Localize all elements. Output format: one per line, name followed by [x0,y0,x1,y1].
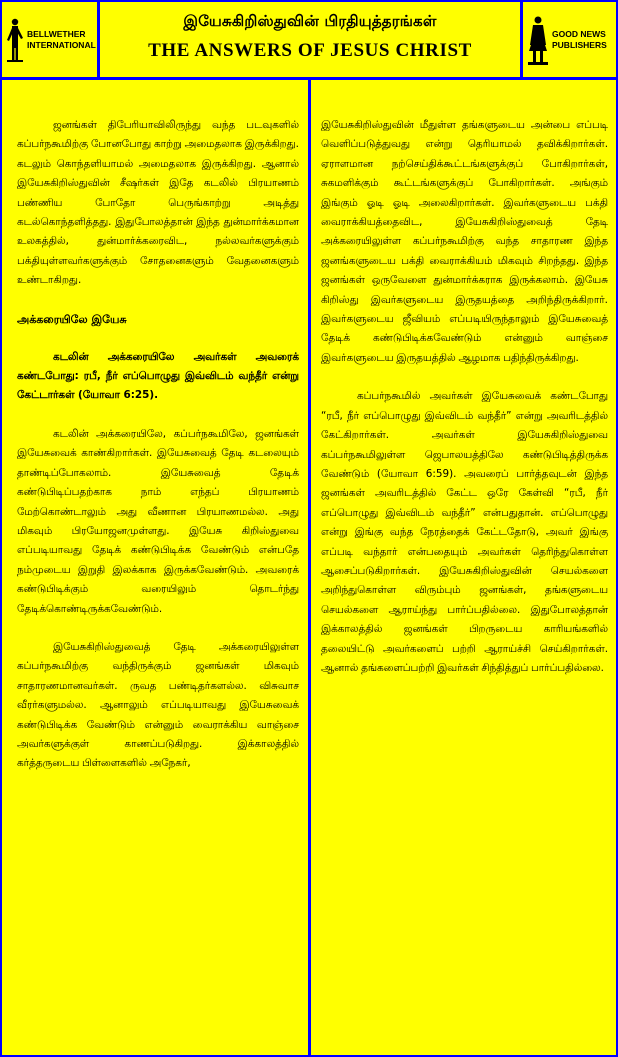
section-heading: அக்கரையிலே இயேசு [17,312,127,326]
left-column [2,80,308,1055]
title-tamil: இயேசுகிறிஸ்துவின் பிரதியுத்தரங்கள் [183,12,437,30]
scripture-verse: கடலின் அக்கரையிலே அவர்கள் அவரைக் கண்டபோது: ரபீ, நீர் எப்பொழுது இவ்விடம் வந்தீர் என்று கேட்டார்கள் (யோவா 6:25). [17,350,299,402]
left-paragraph-3: இயேசுகிறிஸ்துவைத் தேடி அக்கரையிலுள்ள கப்பர்நகூமிற்கு வந்திருக்கும் ஜனங்கள் மிகவும் சாதாரணமானவர்கள். ருவத பண்டிதர்களல்ல. விசுவாச வீரர்களுமல்ல. ஆனாலும் எப்படியாவது இயேசுவைக் கண்டுபிடிக்க வேண்டும் என்னும் வைராக்கிய வாஞ்சை அவர்களுக்குள் காணப்படுகிறது. இக்காலத்தில் கர்த்தருடைய பிள்ளைகளில் அநேகர், [17,640,299,770]
right-paragraph-1: இயேசுகிறிஸ்துவின் மீதுள்ள தங்களுடைய அன்பை எப்படி வெளிப்படுத்துவது என்று தெரியாமல் தவிக்கிறார்கள். ஏராளமான நற்செய்திக்கூட்டங்களுக்குப் போகிறார்கள், சுகமளிக்கும் கூட்டங்களுக்குப் போகிறார்கள். அங்கும் இங்கும் ஓடி ஓடி அலைகிறார்கள். இவர்களுடைய பக்தி வைராக்கியத்தைவிட, இயேசுகிறிஸ்துவைத் தேடி அக்கரையிலுள்ள கப்பர்நகூமிற்கு வந்த சாதாரண இந்த ஜனங்களுடைய பக்தி வைராக்கியம் மிகவும் சிறந்தது. இந்த ஜனங்கள் ஒருவேளை துன்மார்க்கராக இருக்கலாம். இயேசு கிறிஸ்து இவர்களுடைய இருதயத்தை அறிந்திருக்கிறார். இவர்களுடைய ஜீவியம் எப்படியிருந்தாலும் இயேசுவைத் தேடிக் கண்டுபிடிக்கவேண்டும் என்னும் வாஞ்சை இவர்களுடைய இருதயத்தில் ஆழமாக பதிந்திருக்கிறது. [321,119,608,364]
bellwether-figure-icon [6,18,24,62]
right-paragraph-2: கப்பர்நகூமில் அவர்கள் இயேசுவைக் கண்டபோது “ரபீ, நீர் எப்பொழுது இவ்விடம் வந்தீர்” என்று அவரிடத்தில் கேட்கிறார்கள். அவர்கள் இயேசுகிறிஸ்துவை கப்பர்நகூமிலுள்ள ஜெபாலயத்திலே கண்டுபிடித்திருக்க வேண்டும் (யோவா 6:59). அவரைப் பார்த்தவுடன் இந்த ஜனங்கள் அவரிடத்தில் கேட்ட ஒரே கேள்வி “ரபீ, நீர் எப்பொழுது இவ்விடம் வந்தீர்” என்பதுதான். எப்பொழுது என்று இங்கு வந்த நேரத்தைக் கேட்டதோடு, அவர் இங்கு எப்படி வந்தார் என்பதையும் அவர்கள் தெரிந்துகொள்ள ஆசைப்படுகிறார்கள். இயேசுகிறிஸ்துவின் செயல்களை அறிந்துகொள்ள விரும்பும் ஜனங்கள், தங்களுடைய செயல்களை ஆராய்ந்து பார்ப்பதில்லை. இதுபோலத்தான் இக்காலத்தில் ஜனங்கள் பிறருடைய காரியங்களில் தலையிட்டு அவர்களைப் பற்றி ஆராய்ச்சி செய்கிறார்கள். ஆனால் தங்களைப்பற்றி இவர்கள் சிந்தித்துப் பார்ப்பதில்லை. [321,390,608,674]
left-paragraph-1: ஜனங்கள் திபேரியாவிலிருந்து வந்த படவுகளில் கப்பர்நகூமிற்கு போனபோது காற்று அமைதலாக இருக்கிறது. கடலும் கொந்தளியாமல் அமைதலாக இருக்கிறது. ஆனால் இயேசுகிறிஸ்துவின் சீஷர்கள் இதே கடலில் பிரயாணம் பண்ணிய போதோ பெருங்காற்று அடித்து கடல்கொந்தளித்தது. இதுபோலத்தான் இந்த துன்மார்க்கமான உலகத்தில், துன்மார்க்கரைவிட, நல்லவர்களுக்கும் பக்தியுள்ளவர்களுக்கும் சோதனைகளும் வேதனைகளும் உண்டாகிறது. [17,119,299,287]
right-column [311,80,616,1055]
good-news-logo-text: GOOD NEWS PUBLISHERS [552,28,607,50]
bellwether-logo-text: BELLWETHER INTERNATIONAL [27,28,96,50]
left-paragraph-2: கடலின் அக்கரையிலே, கப்பர்நகூமிலே, ஜனங்கள் இயேசுவைக் காண்கிறார்கள். இயேசுவைத் தேடி கடலையும் தாண்டிப்போகலாம். இயேசுவைத் தேடிக் கண்டுபிடிப்பதற்காக நாம் எந்தப் பிரயாணம் மேற்கொண்டாலும் அது வீணான பிரயாணமல்ல. அது மிகவும் பிரயோஜனமுள்ளது. இயேசு கிறிஸ்துவை எப்படியாவது தேடிக் கண்டுபிடிக்க வேண்டும் என்பதே நம்முடைய இறுதி இலக்காக இருக்கவேண்டும். அவரைக் கண்டுபிடிக்கும் வரையிலும் தொடர்ந்து தேடிக்கொண்டிருக்கவேண்டும். [17,427,299,615]
good-news-logo [523,2,616,77]
page-header [100,2,520,77]
title-english: THE ANSWERS OF JESUS CHRIST [148,40,472,61]
bellwether-logo [2,2,97,77]
bell-figure-icon [527,15,549,65]
